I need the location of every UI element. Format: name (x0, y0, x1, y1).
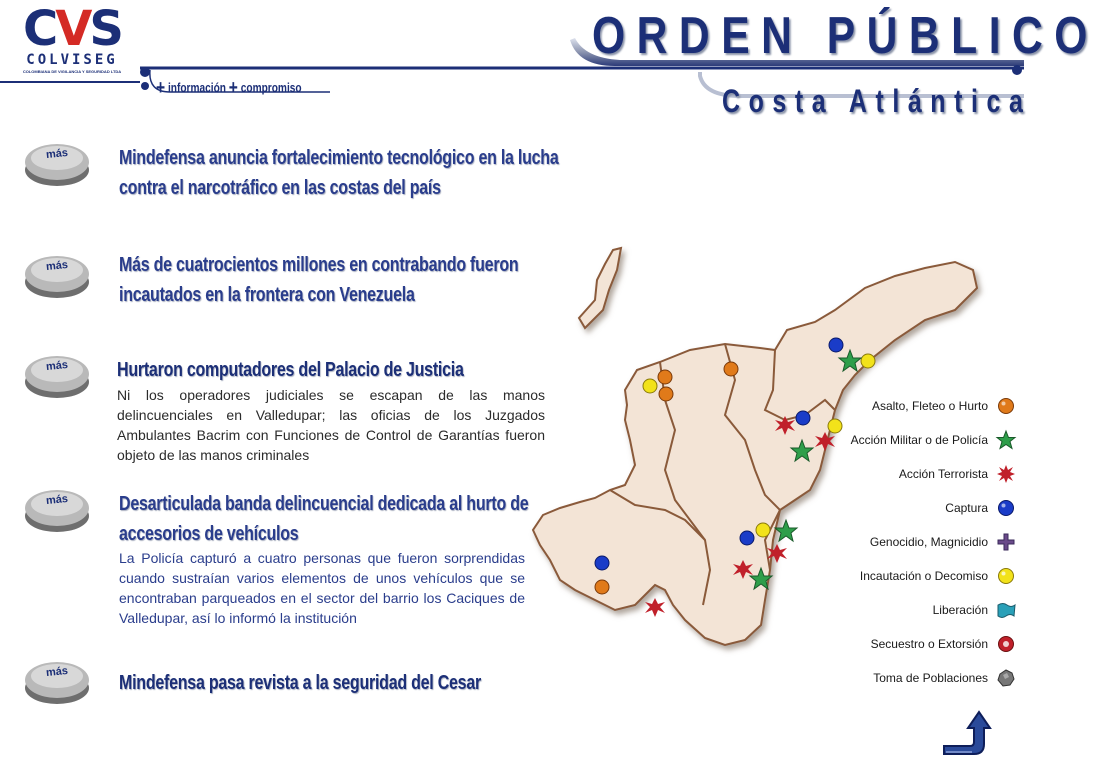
news-headline-3[interactable]: Hurtaron computadores del Palacio de Justicia (117, 359, 464, 381)
legend-item-accion-terrorista: Acción Terrorista (899, 464, 1016, 484)
yellow-ball-icon (996, 566, 1016, 586)
legend-item-captura: Captura (945, 498, 1016, 518)
more-button-2[interactable]: más (24, 250, 90, 298)
plus-icon: + (228, 77, 238, 99)
news-body-3: Ni los operadores judiciales se escapan de las manos delincuenciales en Valledupar; las oficias de los Juzgados Ambulantes Bacrim con Funciones de Control de Garantías fueron objeto de las manos criminales (117, 387, 545, 463)
news-headline-1[interactable]: Mindefensa anuncia fortalecimiento tecnológico en la lucha contra el narcotráfico en las costas del país (119, 147, 559, 199)
gray-rock-icon (996, 668, 1016, 688)
green-star-icon (996, 430, 1016, 450)
legend-item-genocidio: Genocidio, Magnicidio (870, 532, 1016, 552)
legend-item-toma: Toma de Poblaciones (873, 668, 1016, 688)
more-button-4[interactable]: más (24, 484, 90, 532)
news-body-4: La Policía capturó a cuatro personas que fueron sorprendidas cuando sustraían varios elementos de unos vehículos que se encontraban parqueados en el sector del barrio los Caciques de Valledupar, así lo informó la institución (119, 550, 525, 626)
colviseg-logo (12, 1, 132, 76)
logo-tagline: COLOMBIANA DE VIGILANCIA Y SEGURIDAD LTDA (22, 69, 122, 74)
news-headline-5[interactable]: Mindefensa pasa revista a la seguridad del Cesar (119, 672, 481, 694)
news-headline-4[interactable]: Desarticulada banda delincuencial dedicada al hurto de accesorios de vehículos (119, 493, 529, 545)
red-burst-icon (996, 464, 1016, 484)
plus-icon: + (156, 77, 166, 99)
legend-item-liberacion: Liberación (933, 600, 1016, 620)
flag-icon (996, 600, 1016, 620)
more-button-5[interactable]: más (24, 656, 90, 704)
page-title: ORDEN PÚBLICO (592, 7, 1099, 65)
legend-item-incautacion: Incautación o Decomiso (860, 566, 1016, 586)
more-button-3[interactable]: más (24, 350, 90, 398)
tagline: + información + compromiso (156, 77, 302, 99)
logo-wordmark: COLVISEG (26, 52, 118, 68)
back-arrow-icon[interactable] (938, 708, 992, 758)
legend-item-asalto: Asalto, Fleteo o Hurto (872, 396, 1016, 416)
news-headline-2[interactable]: Más de cuatrocientos millones en contrabando fueron incautados en la frontera con Venezuela (119, 254, 519, 306)
page-subtitle: Costa Atlántica (722, 83, 1032, 119)
legend-item-accion-militar: Acción Militar o de Policía (851, 430, 1016, 450)
blue-ball-icon (996, 498, 1016, 518)
red-ring-icon (996, 634, 1016, 654)
logo-mark: CVS (23, 1, 121, 57)
purple-cross-icon (996, 532, 1016, 552)
more-button-1[interactable]: más (24, 138, 90, 186)
region-map (525, 240, 995, 680)
orange-ball-icon (996, 396, 1016, 416)
legend-item-secuestro: Secuestro o Extorsión (871, 634, 1016, 654)
